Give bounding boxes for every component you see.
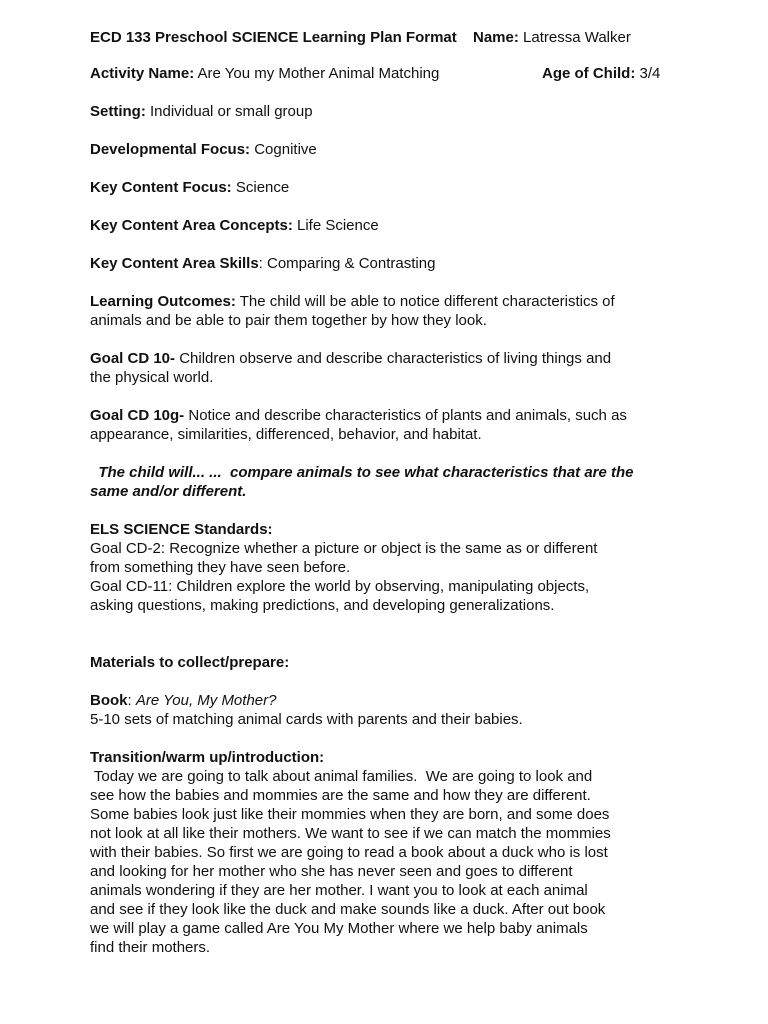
materials-label: Materials to collect/prepare	[90, 654, 285, 671]
materials-cards-line: 5-10 sets of matching animal cards with parents and their babies.	[90, 711, 523, 728]
transition-text: Some babies look just like their mommies when they are born, and some does	[90, 806, 610, 823]
transition-section	[90, 748, 611, 957]
learning-outcomes-text: The child will be able to notice different characteristics of	[235, 293, 615, 310]
learning-outcomes-label: Learning Outcomes:	[90, 293, 236, 310]
key-content-concepts-value: Life Science	[292, 217, 379, 234]
name-value: Latressa Walker	[518, 29, 631, 46]
age-of-child	[542, 64, 660, 83]
course-title: ECD 133 Preschool SCIENCE Learning Plan Format	[90, 29, 457, 46]
goal-cd10g-text: appearance, similarities, differenced, behavior, and habitat.	[90, 426, 482, 443]
activity-label: Activity Name:	[90, 65, 195, 82]
materials-heading	[90, 653, 289, 672]
child-will-statement	[90, 463, 634, 501]
goal-cd10-label: Goal CD 10-	[90, 350, 176, 367]
goal-cd10g-text: Notice and describe characteristics of plants and animals, such as	[184, 407, 627, 424]
goal-cd10	[90, 349, 611, 387]
book-label: Book	[90, 692, 128, 709]
book-section	[90, 691, 523, 729]
age-label: Age of Child:	[542, 65, 636, 82]
activity-line	[90, 64, 768, 83]
child-will-text: The child will... ... compare animals to see what characteristics that are the	[90, 464, 634, 481]
els-standards	[90, 520, 597, 615]
learning-outcomes	[90, 292, 615, 330]
transition-text: and see if they look like the duck and make sounds like a duck. After out book	[90, 901, 606, 918]
key-content-skills-value: : Comparing & Contrasting	[258, 255, 436, 272]
transition-text: and looking for her mother who she has never seen and goes to different	[90, 863, 573, 880]
els-goal-line: from something they have seen before.	[90, 559, 351, 576]
key-content-concepts-label: Key Content Area Concepts:	[90, 217, 293, 234]
transition-text: we will play a game called Are You My Mother where we help baby animals	[90, 920, 588, 937]
materials-colon: :	[284, 654, 290, 671]
els-goal-line: asking questions, making predictions, and developing generalizations.	[90, 597, 555, 614]
child-will-text: same and/or different.	[90, 483, 247, 500]
name-label: Name:	[473, 29, 519, 46]
key-content-skills-line	[90, 254, 435, 273]
activity-value: Are You my Mother Animal Matching	[194, 65, 440, 82]
els-goal-line: Goal CD-2: Recognize whether a picture or object is the same as or different	[90, 540, 598, 557]
transition-colon: :	[319, 749, 325, 766]
goal-cd10g	[90, 406, 627, 444]
transition-text: Today we are going to talk about animal families. We are going to look and	[90, 768, 593, 785]
key-content-focus-label: Key Content Focus:	[90, 179, 232, 196]
transition-text: see how the babies and mommies are the same and how they are different.	[90, 787, 591, 804]
key-content-concepts-line	[90, 216, 379, 235]
els-colon: :	[267, 521, 273, 538]
key-content-focus-line	[90, 178, 289, 197]
key-content-focus-value: Science	[231, 179, 290, 196]
transition-label: Transition/warm up/introduction	[90, 749, 320, 766]
developmental-focus-line	[90, 140, 317, 159]
transition-text: with their babies. So first we are going to read a book about a duck who is lost	[90, 844, 608, 861]
els-goal-line: Goal CD-11: Children explore the world by observing, manipulating objects,	[90, 578, 590, 595]
transition-text: not look at all like their mothers. We want to see if we can match the mommies	[90, 825, 611, 842]
setting-value: Individual or small group	[145, 103, 313, 120]
goal-cd10g-label: Goal CD 10g-	[90, 407, 185, 424]
transition-text: animals wondering if they are her mother. I want you to look at each animal	[90, 882, 588, 899]
key-content-skills-label: Key Content Area Skills	[90, 255, 259, 272]
book-colon: :	[127, 692, 136, 709]
setting-label: Setting:	[90, 103, 146, 120]
developmental-focus-value: Cognitive	[250, 141, 317, 158]
age-value: 3/4	[635, 65, 661, 82]
setting-line	[90, 102, 313, 121]
book-title: Are You, My Mother?	[135, 692, 277, 709]
student-name	[473, 28, 631, 47]
learning-outcomes-text: animals and be able to pair them together by how they look.	[90, 312, 487, 329]
goal-cd10-text: the physical world.	[90, 369, 214, 386]
els-label: ELS SCIENCE Standards	[90, 521, 268, 538]
developmental-focus-label: Developmental Focus:	[90, 141, 251, 158]
goal-cd10-text: Children observe and describe characteristics of living things and	[175, 350, 612, 367]
header-line	[90, 28, 631, 47]
transition-text: find their mothers.	[90, 939, 211, 956]
